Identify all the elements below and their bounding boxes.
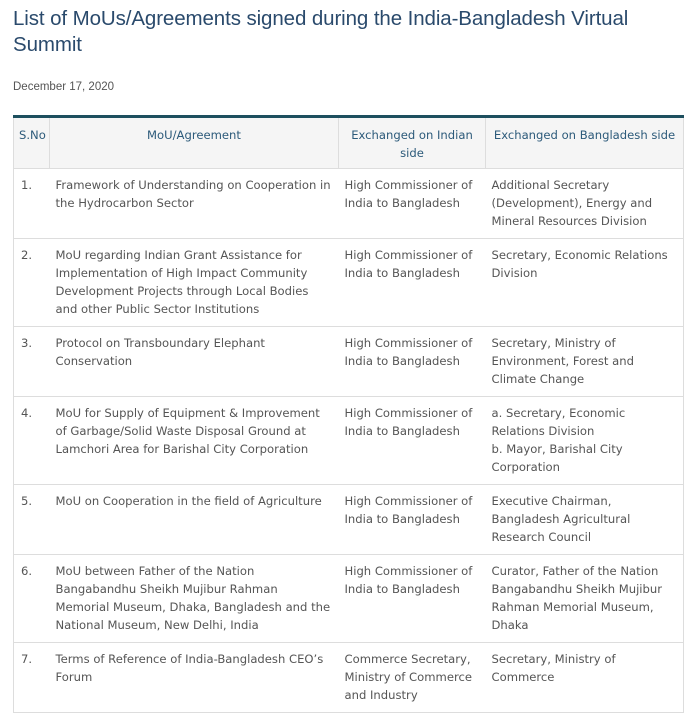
- cell-bangladesh-side: [486, 239, 684, 327]
- bangladesh-signatory: Curator, Father of the Nation Bangabandhu Sheikh Mujibur Rahman Memorial Museum, Dhaka: [491, 564, 662, 632]
- cell-bangladesh-side: [486, 555, 684, 643]
- cell-indian-side: High Commissioner of India to Bangladesh: [339, 239, 486, 327]
- cell-agreement: MoU between Father of the Nation Bangabandhu Sheikh Mujibur Rahman Memorial Museum, Dhaka, Bangladesh and the National Museum, New Delhi, India: [50, 555, 339, 643]
- cell-agreement: MoU for Supply of Equipment & Improvement of Garbage/Solid Waste Disposal Ground at Lamchori Area for Barishal City Corporation: [50, 397, 339, 485]
- mou-table: [13, 115, 684, 713]
- header-agreement: MoU/Agreement: [50, 117, 339, 169]
- bangladesh-signatory: Additional Secretary (Development), Energy and Mineral Resources Division: [491, 178, 653, 228]
- cell-sno: 1.: [14, 169, 50, 239]
- cell-agreement: Framework of Understanding on Cooperation in the Hydrocarbon Sector: [50, 169, 339, 239]
- bangladesh-signatory: a. Secretary, Economic Relations Division: [491, 406, 626, 438]
- cell-indian-side: High Commissioner of India to Bangladesh: [339, 555, 486, 643]
- table-row: [14, 397, 684, 485]
- cell-indian-side: High Commissioner of India to Bangladesh: [339, 397, 486, 485]
- bangladesh-signatory: Secretary, Ministry of Commerce: [491, 652, 616, 684]
- table-row: [14, 327, 684, 397]
- cell-agreement: MoU regarding Indian Grant Assistance for Implementation of High Impact Community Development Projects through Local Bodies and other Public Sector Institutions: [50, 239, 339, 327]
- bangladesh-signatory: Secretary, Economic Relations Division: [491, 248, 668, 280]
- table-row: [14, 239, 684, 327]
- cell-bangladesh-side: [486, 169, 684, 239]
- table-header-row: [14, 117, 684, 169]
- cell-sno: 4.: [14, 397, 50, 485]
- cell-bangladesh-side: [486, 327, 684, 397]
- bangladesh-signatory: b. Mayor, Barishal City Corporation: [491, 442, 623, 474]
- cell-sno: 5.: [14, 485, 50, 555]
- cell-agreement: MoU on Cooperation in the field of Agriculture: [50, 485, 339, 555]
- table-body: [14, 169, 684, 713]
- cell-agreement: Protocol on Transboundary Elephant Conservation: [50, 327, 339, 397]
- cell-bangladesh-side: [486, 485, 684, 555]
- publish-date: December 17, 2020: [13, 81, 115, 93]
- cell-indian-side: Commerce Secretary, Ministry of Commerce and Industry: [339, 643, 486, 713]
- cell-indian-side: High Commissioner of India to Bangladesh: [339, 485, 486, 555]
- table-row: [14, 485, 684, 555]
- table-row: [14, 169, 684, 239]
- cell-bangladesh-side: [486, 397, 684, 485]
- cell-sno: 7.: [14, 643, 50, 713]
- table-row: [14, 643, 684, 713]
- header-sno: S.No: [14, 117, 50, 169]
- page-title: List of MoUs/Agreements signed during the India-Bangladesh Virtual Summit: [13, 7, 629, 56]
- bangladesh-signatory: Executive Chairman, Bangladesh Agricultural Research Council: [491, 494, 631, 544]
- table-row: [14, 555, 684, 643]
- cell-indian-side: High Commissioner of India to Bangladesh: [339, 169, 486, 239]
- cell-bangladesh-side: [486, 643, 684, 713]
- cell-agreement: Terms of Reference of India-Bangladesh CEO’s Forum: [50, 643, 339, 713]
- header-indian-side: Exchanged on Indian side: [339, 117, 486, 169]
- header-bangladesh-side: Exchanged on Bangladesh side: [486, 117, 684, 169]
- cell-sno: 2.: [14, 239, 50, 327]
- cell-sno: 6.: [14, 555, 50, 643]
- cell-sno: 3.: [14, 327, 50, 397]
- cell-indian-side: High Commissioner of India to Bangladesh: [339, 327, 486, 397]
- bangladesh-signatory: Secretary, Ministry of Environment, Forest and Climate Change: [491, 336, 634, 386]
